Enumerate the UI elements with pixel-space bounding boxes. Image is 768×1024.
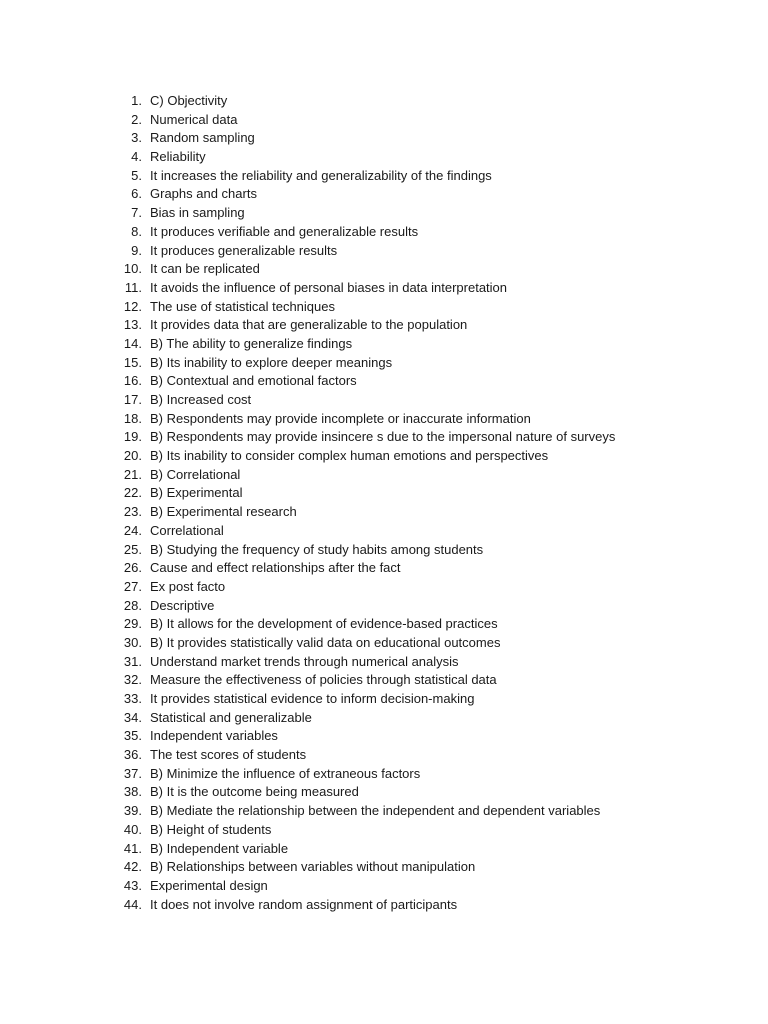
list-item (106, 559, 615, 578)
item-number: 33. (123, 691, 142, 706)
list-item (106, 185, 615, 204)
list-item (106, 709, 615, 728)
item-number: 38. (123, 784, 142, 800)
list-item (106, 372, 615, 391)
item-number: 34. (123, 709, 142, 725)
item-text: It avoids the influence of personal biases in data interpretation (150, 279, 508, 295)
item-text: B) Mediate the relationship between the independent and dependent variables (150, 803, 601, 819)
item-number: 43. (123, 877, 142, 893)
list-item (106, 802, 615, 821)
item-text: B) It allows for the development of evidence-based practices (150, 616, 498, 632)
list-item (106, 335, 615, 354)
answer-list (106, 92, 615, 914)
item-number: 27. (123, 578, 142, 594)
list-item (106, 447, 615, 466)
item-text: B) Correlational (150, 466, 241, 482)
item-number: 25. (123, 541, 142, 557)
item-number: 30. (123, 634, 142, 650)
list-item (106, 428, 615, 447)
item-text: Measure the effectiveness of policies through statistical data (150, 672, 497, 688)
item-text: Cause and effect relationships after the fact (150, 560, 401, 576)
list-item (106, 391, 615, 410)
item-text: B) Respondents may provide incomplete or inaccurate information (150, 410, 531, 426)
item-text: Understand market trends through numerical analysis (150, 653, 459, 669)
list-item (106, 223, 615, 242)
item-number: 24. (123, 522, 142, 538)
list-item (106, 840, 615, 859)
item-text: B) Relationships between variables without manipulation (150, 859, 476, 875)
list-item (106, 167, 615, 186)
list-item (106, 410, 615, 429)
item-number: 16. (123, 373, 142, 389)
item-number: 10. (123, 261, 142, 277)
list-item (106, 92, 615, 111)
list-item (106, 765, 615, 784)
item-text: It provides statistical evidence to inform decision-making (150, 691, 475, 706)
list-item (106, 634, 615, 653)
list-item (106, 858, 615, 877)
list-item (106, 503, 615, 522)
list-item (106, 522, 615, 541)
item-text: B) Its inability to consider complex human emotions and perspectives (150, 448, 549, 464)
item-number: 36. (123, 747, 142, 763)
list-item (106, 597, 615, 616)
item-number: 12. (123, 298, 142, 314)
item-text: It produces verifiable and generalizable results (150, 223, 419, 239)
item-text: Ex post facto (150, 578, 226, 594)
item-text: Experimental design (150, 877, 268, 893)
list-item (106, 279, 615, 298)
item-number: 26. (123, 560, 142, 576)
list-item (106, 298, 615, 317)
list-item (106, 615, 615, 634)
item-number: 40. (123, 821, 142, 837)
item-text: B) It provides statistically valid data on educational outcomes (150, 634, 501, 650)
list-item (106, 148, 615, 167)
item-number: 29. (123, 616, 142, 632)
item-number: 17. (123, 392, 142, 407)
item-text: B) Height of students (150, 821, 272, 837)
item-number: 9. (131, 242, 142, 258)
list-item (106, 783, 615, 802)
item-number: 32. (123, 672, 142, 688)
item-text: Descriptive (150, 597, 215, 613)
item-number: 42. (123, 859, 142, 875)
item-text: B) The ability to generalize findings (150, 335, 353, 351)
item-text: The test scores of students (150, 747, 307, 763)
item-text: Numerical data (150, 111, 238, 127)
item-number: 14. (123, 335, 142, 351)
item-text: Independent variables (150, 728, 278, 744)
item-text: B) Respondents may provide insincere s due to the impersonal nature of surveys (150, 429, 616, 445)
item-text: The use of statistical techniques (150, 298, 335, 314)
item-number: 7. (131, 205, 142, 221)
item-text: It increases the reliability and generalizability of the findings (150, 167, 492, 183)
item-text: It provides data that are generalizable to the population (150, 317, 468, 333)
item-number: 31. (123, 653, 142, 669)
list-item (106, 821, 615, 840)
item-text: Bias in sampling (150, 205, 245, 221)
item-text: Reliability (150, 149, 206, 165)
item-text: Correlational (150, 522, 224, 538)
item-number: 8. (131, 223, 142, 239)
item-number: 44. (123, 896, 142, 912)
list-item (106, 746, 615, 765)
item-number: 1. (131, 93, 142, 108)
item-number: 37. (123, 765, 142, 781)
item-text: Statistical and generalizable (150, 709, 312, 725)
list-item (106, 541, 615, 560)
list-item (106, 129, 615, 148)
item-text: B) Contextual and emotional factors (150, 373, 357, 389)
item-number: 41. (123, 840, 142, 856)
list-item (106, 204, 615, 223)
item-number: 4. (131, 149, 142, 165)
item-text: B) Minimize the influence of extraneous factors (150, 765, 421, 781)
list-item (106, 242, 615, 261)
item-number: 6. (131, 186, 142, 202)
item-number: 13. (123, 317, 142, 333)
item-number: 11. (124, 279, 142, 295)
list-item (106, 690, 615, 709)
item-number: 23. (123, 504, 142, 520)
item-text: Random sampling (150, 130, 255, 146)
list-item (106, 877, 615, 896)
item-text: C) Objectivity (150, 93, 228, 108)
list-item (106, 260, 615, 279)
item-number: 19. (123, 429, 142, 445)
list-item (106, 727, 615, 746)
item-number: 15. (123, 354, 142, 370)
list-item (106, 466, 615, 485)
item-text: B) Experimental (150, 485, 243, 501)
item-text: B) Independent variable (150, 840, 289, 856)
item-number: 28. (123, 597, 142, 613)
item-text: B) Studying the frequency of study habits among students (150, 541, 484, 557)
item-text: It can be replicated (150, 261, 260, 277)
list-item (106, 316, 615, 335)
list-item (106, 578, 615, 597)
item-number: 21. (123, 466, 142, 482)
list-item (106, 111, 615, 130)
item-number: 2. (131, 111, 142, 127)
list-item (106, 354, 615, 373)
item-text: B) Increased cost (150, 392, 252, 407)
item-number: 22. (123, 485, 142, 501)
item-text: It does not involve random assignment of participants (150, 896, 458, 912)
item-number: 5. (131, 167, 142, 183)
list-item (106, 896, 615, 915)
list-item (106, 653, 615, 672)
item-number: 35. (123, 728, 142, 744)
item-text: B) Its inability to explore deeper meanings (150, 354, 393, 370)
item-number: 20. (123, 448, 142, 464)
list-item (106, 671, 615, 690)
item-text: Graphs and charts (150, 186, 257, 202)
item-text: B) Experimental research (150, 504, 297, 520)
list-item (106, 484, 615, 503)
item-number: 18. (123, 410, 142, 426)
item-text: B) It is the outcome being measured (150, 784, 359, 800)
item-text: It produces generalizable results (150, 242, 338, 258)
item-number: 3. (131, 130, 142, 146)
item-number: 39. (123, 803, 142, 819)
